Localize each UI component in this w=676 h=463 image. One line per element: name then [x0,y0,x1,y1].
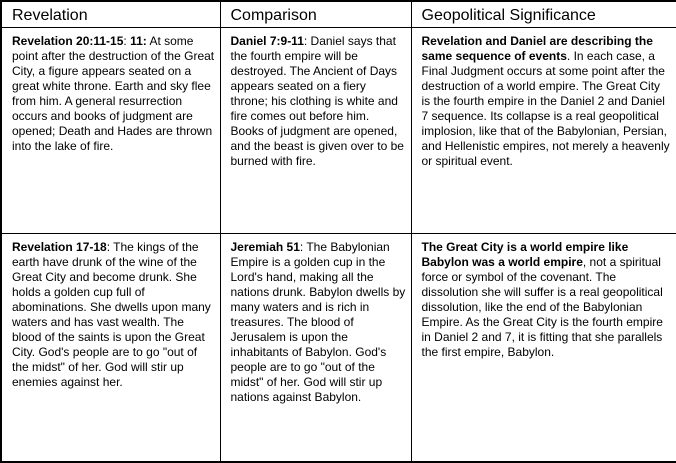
revelation-cell [1,233,220,462]
scripture-reference: Daniel 7:9-11 [230,33,304,48]
column-header-geopolitical-significance: Geopolitical Significance [411,1,676,27]
verse-number: 11: [130,33,147,48]
cell-text: . In each case, a Final Judgment occurs at some point after the destruction of a world empire. The Great City is the fourth empire in the Daniel 2 and Daniel 7 sequence. Its collapse is a real geopolitical implosion, like that of the Babylonian, Persian, and Hellenistic empires, not merely a heavenly or spiritual event. [421,48,670,168]
scripture-reference: Revelation 20:11-15 [12,33,124,48]
cell-text: , not a spiritual force or symbol of the covenant. The dissolution she will suffer is a real geopolitical dissolution, like the end of the Babylonian Empire. As the Great City is the fourth empire in Daniel 2 and 7, it is fitting that she parallels the first empire, Babylon. [421,254,663,359]
table-row [1,233,676,462]
column-header-revelation: Revelation [1,1,220,27]
scripture-reference: Jeremiah 51 [230,239,300,254]
cell-text: : The kings of the earth have drunk of the wine of the Great City and become drunk. She holds a golden cup full of abominations. She dwells upon many waters and has vast wealth. The blood of the saints is upon the Great City. God's people are to go "out of the midst" of her. God will stir up enemies against her. [12,239,211,389]
cell-text: : The Babylonian Empire is a golden cup in the Lord's hand, making all the nations drunk. Babylon dwells by many waters and is rich in treasures. The blood of Jerusalem is upon the inhabitants of Babylon. God's people are to go "out of the midst" of her. God will stir up nations against Babylon. [230,239,406,404]
header-row [1,1,676,27]
cell-text: : Daniel says that the fourth empire will be destroyed. The Ancient of Days appears seated on a fiery throne; his clothing is white and fire comes out before him. Books of judgment are opened, and the beast is given over to be burned with fire. [230,33,404,168]
column-header-comparison: Comparison [220,1,411,27]
revelation-cell [1,27,220,233]
significance-lead: Revelation and Daniel are describing the same sequence of events [421,33,653,63]
significance-cell [411,233,676,462]
comparison-cell [220,233,411,462]
scripture-reference: Revelation 17-18 [12,239,107,254]
cell-text: At some point after the destruction of the Great City, a figure appears seated on a great white throne. Earth and sky flee from him. A general resurrection occurs and books of judgment are opened; Death and Hades are thrown into the lake of fire. [12,33,215,153]
comparison-cell [220,27,411,233]
table-row [1,27,676,233]
significance-cell [411,27,676,233]
reference-separator: : [123,33,131,48]
significance-lead: The Great City is a world empire like Babylon was a world empire [421,239,629,269]
